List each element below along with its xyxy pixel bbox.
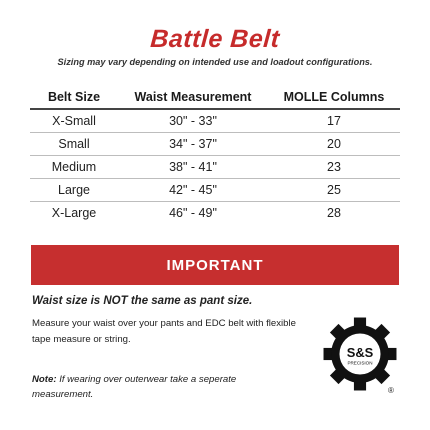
waist-cell: 46" - 49" xyxy=(169,206,217,220)
pant-size-warning: Waist size is NOT the same as pant size. xyxy=(32,295,253,307)
belt-size-cell: Medium xyxy=(30,156,118,179)
sizing-disclaimer: Sizing may vary depending on intended use and loadout configurations. xyxy=(57,57,373,67)
important-banner: IMPORTANT xyxy=(31,245,399,285)
waist-cell: 38" - 41" xyxy=(118,156,268,179)
waist-cell: 34" - 37" xyxy=(118,133,268,156)
table-row xyxy=(30,156,400,179)
molle-cell: 20 xyxy=(268,133,400,156)
table-row xyxy=(30,179,400,202)
molle-cell: 23 xyxy=(268,156,400,179)
page-title: Battle Belt xyxy=(149,25,281,53)
waist-cell: 30" - 33" xyxy=(118,109,268,133)
belt-size-cell: X-Small xyxy=(30,109,118,133)
header-belt-size: Belt Size xyxy=(30,87,118,109)
logo-main-text: S&S xyxy=(346,345,374,361)
logo-sub-text: PRECISION xyxy=(347,360,373,366)
note-text: If wearing over outerwear take a seperate measurement. xyxy=(32,374,237,400)
measure-instructions: Measure your waist over your pants and EDC belt with flexible tape measure or string. xyxy=(32,318,296,345)
table-row xyxy=(30,109,400,133)
table-row xyxy=(30,133,400,156)
molle-cell: 17 xyxy=(268,109,400,133)
table-row xyxy=(30,202,400,225)
outerwear-note xyxy=(32,372,292,402)
header-waist-measurement: Waist Measurement xyxy=(118,87,268,109)
table-header-row xyxy=(30,87,400,109)
molle-cell: 25 xyxy=(268,179,400,202)
waist-cell: 42" - 45" xyxy=(118,179,268,202)
belt-size-cell: X-Large xyxy=(51,206,97,220)
note-label: Note: xyxy=(32,374,57,385)
molle-cell: 28 xyxy=(327,206,341,220)
belt-size-cell: Small xyxy=(30,133,118,156)
size-chart-table xyxy=(30,87,400,224)
registered-mark: ® xyxy=(388,386,394,395)
belt-size-cell: Large xyxy=(30,179,118,202)
ss-precision-gear-logo xyxy=(322,316,398,392)
header-molle-columns: MOLLE Columns xyxy=(268,87,400,109)
